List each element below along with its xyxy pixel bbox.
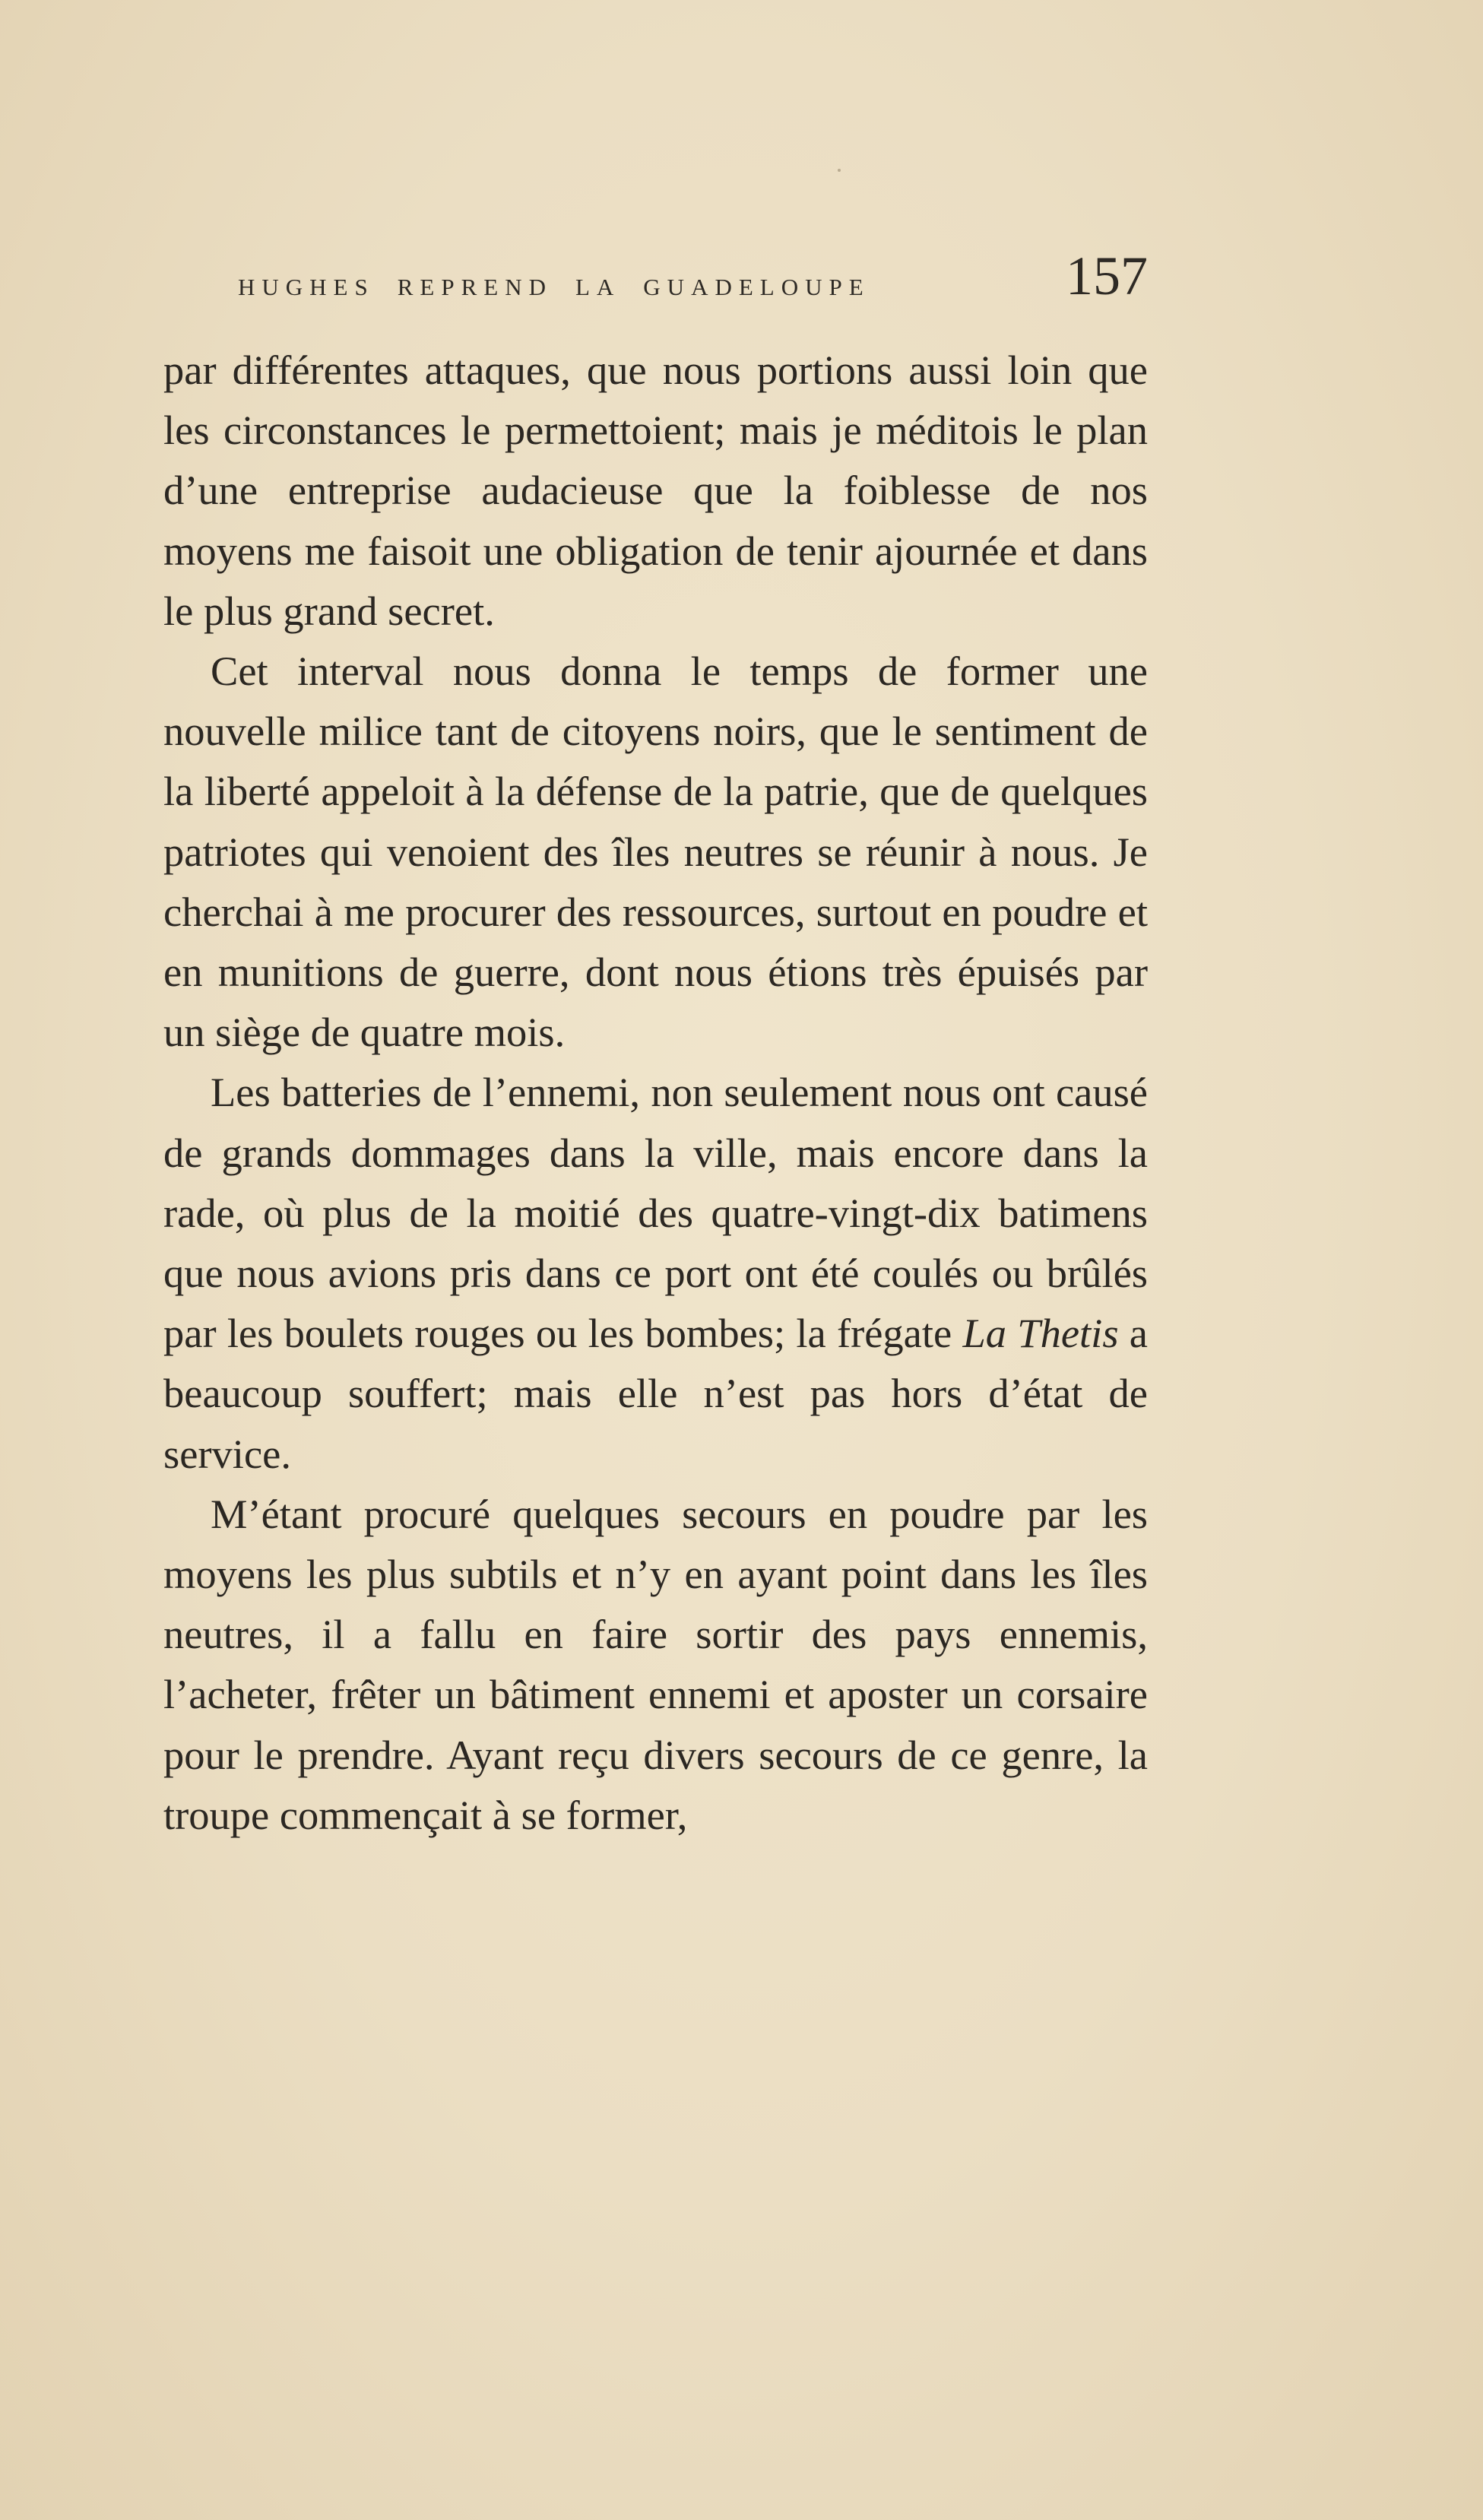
page-header — [163, 242, 1148, 325]
paragraph-1: par différentes attaques, que nous portions aussi loin que les circonstances le permettoient; mais je méditois le plan d’une entreprise audacieuse que la foiblesse de nos moyens me faisoit une obligation de tenir ajournée et dans le plus grand secret. — [163, 347, 1148, 634]
paragraph-3-text-before: Les batteries de l’ennemi, non seulement nous ont causé de grands dommages dans la ville, mais encore dans la rade, où plus de la moitié des quatre-vingt-dix batimens que nous avions pris dans ce port ont été coulés ou brûlés par les boulets rouges ou les bombes; la frégate — [163, 1069, 1148, 1357]
ship-name-italic: La Thetis — [962, 1310, 1119, 1357]
paper-speck — [838, 169, 841, 172]
paragraph-2: Cet interval nous donna le temps de former une nouvelle milice tant de citoyens noirs, que le sentiment de la liberté appeloit à la défense de la patrie, que de quelques patriotes qui venoient des îles neutres se réunir à nous. Je cherchai à me procurer des ressources, surtout en poudre et en munitions de guerre, dont nous étions très épuisés par un siège de quatre mois. — [163, 648, 1148, 1056]
body-text — [163, 340, 1148, 1845]
running-title: hughes reprend la guadeloupe — [238, 265, 870, 303]
paragraph-4: M’étant procuré quelques secours en poudre par les moyens les plus subtils et n’y en ayant point dans les îles neutres, il a fallu en faire sortir des pays ennemis, l’acheter, frêter un bâtiment ennemi et aposter un corsaire pour le prendre. Ayant reçu divers secours de ce genre, la troupe commençait à se former, — [163, 1490, 1148, 1838]
page-number: 157 — [1066, 246, 1148, 306]
paragraph-3 — [163, 1062, 1148, 1483]
paragraph-3-text-after: a beaucoup souffert; mais elle n’est pas hors d’état de service. — [163, 1310, 1148, 1477]
